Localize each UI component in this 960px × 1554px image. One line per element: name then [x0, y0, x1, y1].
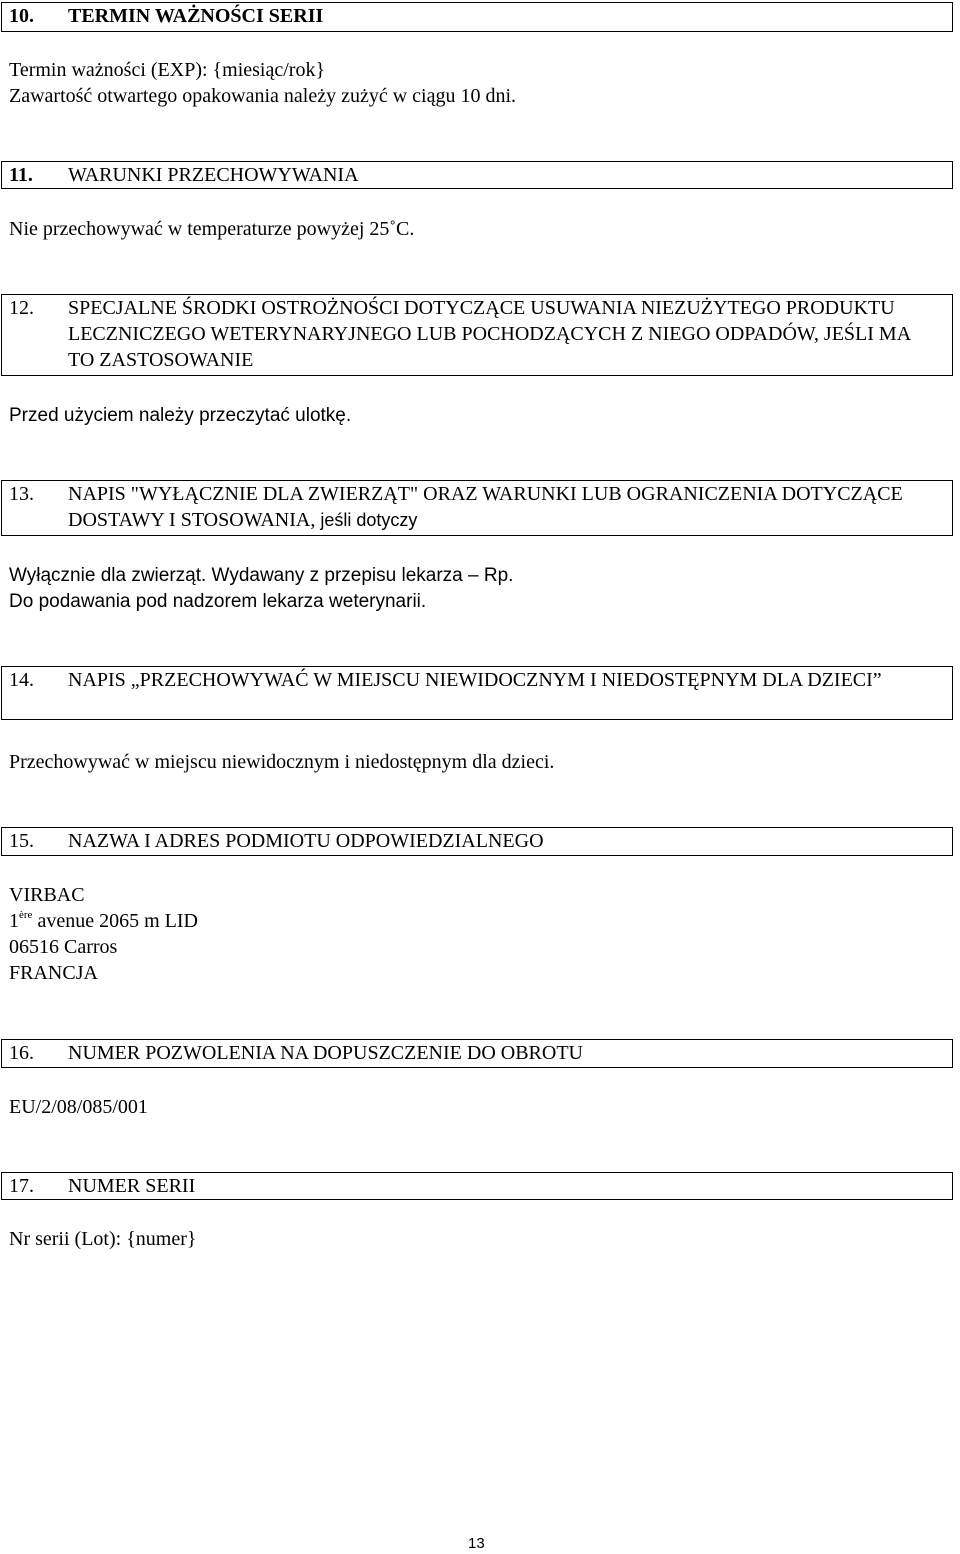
address-line: [9, 908, 198, 934]
section-title: SPECJALNE ŚRODKI OSTROŻNOŚCI DOTYCZĄCE USUWANIA NIEZUŻYTEGO PRODUKTU LECZNICZEGO WETERYNARYJNEGO LUB POCHODZĄCYCH Z NIEGO ODPADÓW, JEŚLI MA TO ZASTOSOWANIE: [68, 297, 911, 371]
section-title-main: NAPIS "WYŁĄCZNIE DLA ZWIERZĄT" ORAZ WARUNKI LUB OGRANICZENIA DOTYCZĄCE DOSTAWY I STOSOWANIA,: [68, 483, 903, 531]
section-13-header: [1, 480, 953, 536]
section-title: NAZWA I ADRES PODMIOTU ODPOWIEDZIALNEGO: [68, 830, 544, 852]
address-superscript: ère: [19, 909, 33, 921]
section-title: WARUNKI PRZECHOWYWANIA: [68, 164, 359, 186]
text-line: Przechowywać w miejscu niewidocznym i niedostępnym dla dzieci.: [9, 751, 555, 773]
text-line: Do podawania pod nadzorem lekarza weterynarii.: [9, 591, 427, 612]
section-title: TERMIN WAŻNOŚCI SERII: [68, 5, 324, 27]
section-number: 11.: [9, 164, 33, 186]
text-line: VIRBAC: [9, 884, 85, 906]
section-17-header: [1, 1172, 953, 1200]
section-title: NUMER POZWOLENIA NA DOPUSZCZENIE DO OBROTU: [68, 1042, 583, 1064]
section-12-header: [1, 294, 953, 376]
text-line: Zawartość otwartego opakowania należy zużyć w ciągu 10 dni.: [9, 85, 517, 107]
text-line: Termin ważności (EXP): {miesiąc/rok}: [9, 59, 326, 81]
text-line: Wyłącznie dla zwierząt. Wydawany z przepisu lekarza – Rp.: [9, 565, 514, 586]
address-street: avenue 2065 m LID: [32, 910, 198, 932]
address-number: 1: [9, 910, 19, 932]
text-line: Nr serii (Lot): {numer}: [9, 1228, 197, 1250]
page-number: 13: [468, 1535, 485, 1552]
section-number: 17.: [9, 1175, 34, 1197]
text-line: EU/2/08/085/001: [9, 1096, 148, 1118]
section-16-header: [1, 1039, 953, 1068]
section-10-header: [1, 2, 953, 32]
section-number: 14.: [9, 669, 34, 691]
section-title: [68, 481, 938, 533]
section-15-header: [1, 827, 953, 856]
section-number: 15.: [9, 830, 34, 852]
section-number: 16.: [9, 1042, 34, 1064]
section-number: 12.: [9, 297, 34, 319]
section-14-header: [1, 666, 953, 720]
section-number: 10.: [9, 5, 34, 27]
text-line: Przed użyciem należy przeczytać ulotkę.: [9, 405, 352, 426]
section-title: NAPIS „PRZECHOWYWAĆ W MIEJSCU NIEWIDOCZNYM I NIEDOSTĘPNYM DLA DZIECI”: [68, 669, 882, 691]
section-number: 13.: [9, 483, 34, 505]
section-11-header: [1, 161, 953, 189]
section-title: NUMER SERII: [68, 1175, 196, 1197]
text-line: FRANCJA: [9, 962, 98, 984]
section-title-suffix: jeśli dotyczy: [315, 510, 418, 530]
text-line: 06516 Carros: [9, 936, 118, 958]
text-line: Nie przechowywać w temperaturze powyżej 25˚C.: [9, 218, 415, 240]
